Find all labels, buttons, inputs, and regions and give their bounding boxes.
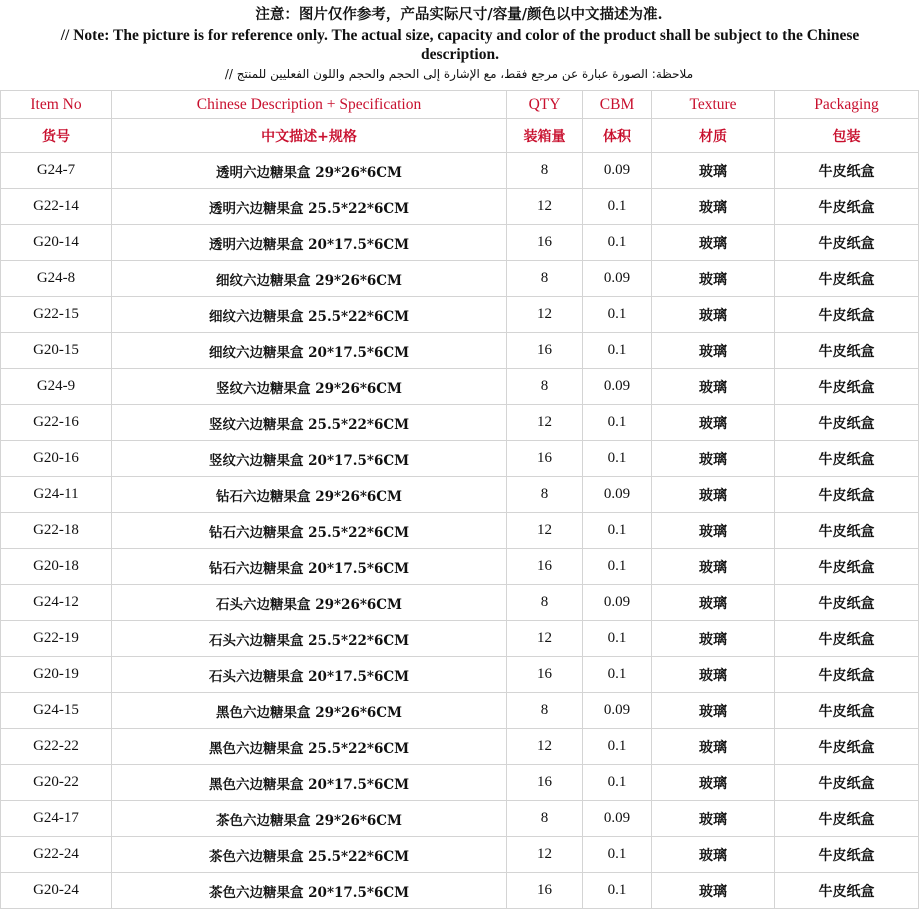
cell-cbm: 0.1 — [583, 297, 652, 333]
cell-cbm: 0.1 — [583, 657, 652, 693]
cell-item-no: G20-22 — [1, 765, 112, 801]
cell-texture: 玻璃 — [652, 153, 775, 189]
table-row — [1, 513, 919, 549]
cell-description: 透明六边糖果盒 20*17.5*6CM — [112, 225, 507, 261]
cell-texture: 玻璃 — [652, 729, 775, 765]
cell-description: 钻石六边糖果盒 20*17.5*6CM — [112, 549, 507, 585]
cell-description: 透明六边糖果盒 29*26*6CM — [112, 153, 507, 189]
cell-description: 钻石六边糖果盒 25.5*22*6CM — [112, 513, 507, 549]
cell-description: 竖纹六边糖果盒 20*17.5*6CM — [112, 441, 507, 477]
cell-cbm: 0.09 — [583, 693, 652, 729]
header-qty-cn: 装箱量 — [507, 119, 583, 153]
cell-texture: 玻璃 — [652, 441, 775, 477]
cell-cbm: 0.09 — [583, 477, 652, 513]
header-texture: Texture — [652, 91, 775, 119]
cell-description: 茶色六边糖果盒 29*26*6CM — [112, 801, 507, 837]
cell-item-no: G20-24 — [1, 873, 112, 909]
table-row — [1, 225, 919, 261]
cell-description: 细纹六边糖果盒 29*26*6CM — [112, 261, 507, 297]
cell-description: 细纹六边糖果盒 20*17.5*6CM — [112, 333, 507, 369]
cell-cbm: 0.09 — [583, 585, 652, 621]
product-table — [0, 90, 919, 909]
cell-packaging: 牛皮纸盒 — [775, 873, 919, 909]
cell-qty: 12 — [507, 297, 583, 333]
cell-texture: 玻璃 — [652, 585, 775, 621]
cell-qty: 8 — [507, 585, 583, 621]
cell-description: 黑色六边糖果盒 25.5*22*6CM — [112, 729, 507, 765]
cell-cbm: 0.09 — [583, 153, 652, 189]
cell-cbm: 0.1 — [583, 189, 652, 225]
cell-description: 石头六边糖果盒 29*26*6CM — [112, 585, 507, 621]
table-row — [1, 189, 919, 225]
cell-cbm: 0.1 — [583, 837, 652, 873]
cell-packaging: 牛皮纸盒 — [775, 261, 919, 297]
cell-texture: 玻璃 — [652, 225, 775, 261]
header-packaging: Packaging — [775, 91, 919, 119]
cell-description: 茶色六边糖果盒 25.5*22*6CM — [112, 837, 507, 873]
cell-qty: 16 — [507, 765, 583, 801]
cell-item-no: G22-15 — [1, 297, 112, 333]
cell-description: 竖纹六边糖果盒 25.5*22*6CM — [112, 405, 507, 441]
cell-item-no: G24-11 — [1, 477, 112, 513]
cell-qty: 16 — [507, 549, 583, 585]
cell-texture: 玻璃 — [652, 369, 775, 405]
cell-item-no: G24-9 — [1, 369, 112, 405]
cell-packaging: 牛皮纸盒 — [775, 765, 919, 801]
table-row — [1, 585, 919, 621]
cell-cbm: 0.1 — [583, 729, 652, 765]
cell-item-no: G20-18 — [1, 549, 112, 585]
cell-qty: 12 — [507, 189, 583, 225]
header-item-no-cn: 货号 — [1, 119, 112, 153]
table-row — [1, 621, 919, 657]
cell-packaging: 牛皮纸盒 — [775, 405, 919, 441]
cell-texture: 玻璃 — [652, 405, 775, 441]
cell-qty: 12 — [507, 513, 583, 549]
cell-packaging: 牛皮纸盒 — [775, 333, 919, 369]
header-row-chinese — [1, 119, 919, 153]
header-packaging-cn: 包装 — [775, 119, 919, 153]
cell-description: 透明六边糖果盒 25.5*22*6CM — [112, 189, 507, 225]
cell-item-no: G24-8 — [1, 261, 112, 297]
cell-packaging: 牛皮纸盒 — [775, 801, 919, 837]
cell-texture: 玻璃 — [652, 621, 775, 657]
cell-packaging: 牛皮纸盒 — [775, 729, 919, 765]
cell-texture: 玻璃 — [652, 477, 775, 513]
cell-item-no: G20-16 — [1, 441, 112, 477]
cell-texture: 玻璃 — [652, 837, 775, 873]
table-row — [1, 405, 919, 441]
cell-packaging: 牛皮纸盒 — [775, 153, 919, 189]
cell-qty: 16 — [507, 441, 583, 477]
cell-texture: 玻璃 — [652, 873, 775, 909]
header-description-cn: 中文描述+规格 — [112, 119, 507, 153]
cell-packaging: 牛皮纸盒 — [775, 513, 919, 549]
cell-item-no: G22-18 — [1, 513, 112, 549]
cell-qty: 8 — [507, 801, 583, 837]
header-cbm: CBM — [583, 91, 652, 119]
cell-packaging: 牛皮纸盒 — [775, 693, 919, 729]
cell-qty: 8 — [507, 693, 583, 729]
cell-texture: 玻璃 — [652, 297, 775, 333]
cell-description: 黑色六边糖果盒 29*26*6CM — [112, 693, 507, 729]
cell-description: 细纹六边糖果盒 25.5*22*6CM — [112, 297, 507, 333]
cell-texture: 玻璃 — [652, 189, 775, 225]
cell-description: 石头六边糖果盒 20*17.5*6CM — [112, 657, 507, 693]
cell-packaging: 牛皮纸盒 — [775, 621, 919, 657]
table-row — [1, 837, 919, 873]
cell-texture: 玻璃 — [652, 261, 775, 297]
cell-texture: 玻璃 — [652, 765, 775, 801]
cell-qty: 12 — [507, 837, 583, 873]
cell-packaging: 牛皮纸盒 — [775, 225, 919, 261]
cell-packaging: 牛皮纸盒 — [775, 657, 919, 693]
header-row-english — [1, 91, 919, 119]
table-row — [1, 369, 919, 405]
table-row — [1, 297, 919, 333]
cell-packaging: 牛皮纸盒 — [775, 585, 919, 621]
header-description: Chinese Description + Specification — [112, 91, 507, 119]
table-row — [1, 873, 919, 909]
cell-qty: 8 — [507, 477, 583, 513]
table-row — [1, 801, 919, 837]
cell-item-no: G22-22 — [1, 729, 112, 765]
cell-item-no: G24-7 — [1, 153, 112, 189]
cell-cbm: 0.1 — [583, 333, 652, 369]
cell-item-no: G22-24 — [1, 837, 112, 873]
table-row — [1, 153, 919, 189]
cell-packaging: 牛皮纸盒 — [775, 189, 919, 225]
cell-cbm: 0.1 — [583, 873, 652, 909]
cell-item-no: G20-15 — [1, 333, 112, 369]
cell-texture: 玻璃 — [652, 657, 775, 693]
cell-description: 石头六边糖果盒 25.5*22*6CM — [112, 621, 507, 657]
table-row — [1, 333, 919, 369]
cell-cbm: 0.1 — [583, 441, 652, 477]
cell-cbm: 0.1 — [583, 405, 652, 441]
cell-qty: 16 — [507, 657, 583, 693]
cell-qty: 12 — [507, 621, 583, 657]
table-row — [1, 441, 919, 477]
cell-item-no: G22-14 — [1, 189, 112, 225]
cell-description: 黑色六边糖果盒 20*17.5*6CM — [112, 765, 507, 801]
table-row — [1, 693, 919, 729]
cell-qty: 8 — [507, 369, 583, 405]
cell-packaging: 牛皮纸盒 — [775, 297, 919, 333]
table-row — [1, 549, 919, 585]
cell-cbm: 0.09 — [583, 261, 652, 297]
notice-arabic: ملاحظة: الصورة عبارة عن مرجع فقط، مع الإشارة إلى الحجم والحجم واللون الفعليين للمنتج // — [224, 67, 694, 81]
notice-english: // Note: The picture is for reference only. The actual size, capacity and color of the product shall be subject to the Chinese description. — [60, 27, 860, 63]
cell-item-no: G24-15 — [1, 693, 112, 729]
header-cbm-cn: 体积 — [583, 119, 652, 153]
cell-item-no: G20-19 — [1, 657, 112, 693]
cell-description: 钻石六边糖果盒 29*26*6CM — [112, 477, 507, 513]
cell-cbm: 0.1 — [583, 621, 652, 657]
table-row — [1, 477, 919, 513]
cell-packaging: 牛皮纸盒 — [775, 549, 919, 585]
cell-item-no: G20-14 — [1, 225, 112, 261]
cell-cbm: 0.1 — [583, 549, 652, 585]
cell-texture: 玻璃 — [652, 513, 775, 549]
cell-cbm: 0.09 — [583, 369, 652, 405]
cell-description: 竖纹六边糖果盒 29*26*6CM — [112, 369, 507, 405]
table-row — [1, 729, 919, 765]
cell-cbm: 0.1 — [583, 513, 652, 549]
notice-chinese: 注意：图片仅作参考，产品实际尺寸/容量/颜色以中文描述为准. — [255, 6, 663, 23]
notice-banner — [0, 0, 918, 90]
cell-description: 茶色六边糖果盒 20*17.5*6CM — [112, 873, 507, 909]
table-row — [1, 657, 919, 693]
cell-packaging: 牛皮纸盒 — [775, 369, 919, 405]
cell-item-no: G22-19 — [1, 621, 112, 657]
cell-texture: 玻璃 — [652, 549, 775, 585]
cell-item-no: G24-12 — [1, 585, 112, 621]
cell-packaging: 牛皮纸盒 — [775, 477, 919, 513]
table-row — [1, 261, 919, 297]
cell-qty: 12 — [507, 405, 583, 441]
cell-qty: 16 — [507, 333, 583, 369]
table-row — [1, 765, 919, 801]
cell-qty: 12 — [507, 729, 583, 765]
cell-qty: 8 — [507, 153, 583, 189]
cell-texture: 玻璃 — [652, 801, 775, 837]
cell-cbm: 0.1 — [583, 225, 652, 261]
header-texture-cn: 材质 — [652, 119, 775, 153]
cell-texture: 玻璃 — [652, 693, 775, 729]
cell-texture: 玻璃 — [652, 333, 775, 369]
cell-cbm: 0.1 — [583, 765, 652, 801]
header-qty: QTY — [507, 91, 583, 119]
cell-item-no: G22-16 — [1, 405, 112, 441]
cell-qty: 8 — [507, 261, 583, 297]
cell-qty: 16 — [507, 225, 583, 261]
header-item-no: Item No — [1, 91, 112, 119]
cell-packaging: 牛皮纸盒 — [775, 441, 919, 477]
cell-cbm: 0.09 — [583, 801, 652, 837]
cell-item-no: G24-17 — [1, 801, 112, 837]
cell-packaging: 牛皮纸盒 — [775, 837, 919, 873]
cell-qty: 16 — [507, 873, 583, 909]
